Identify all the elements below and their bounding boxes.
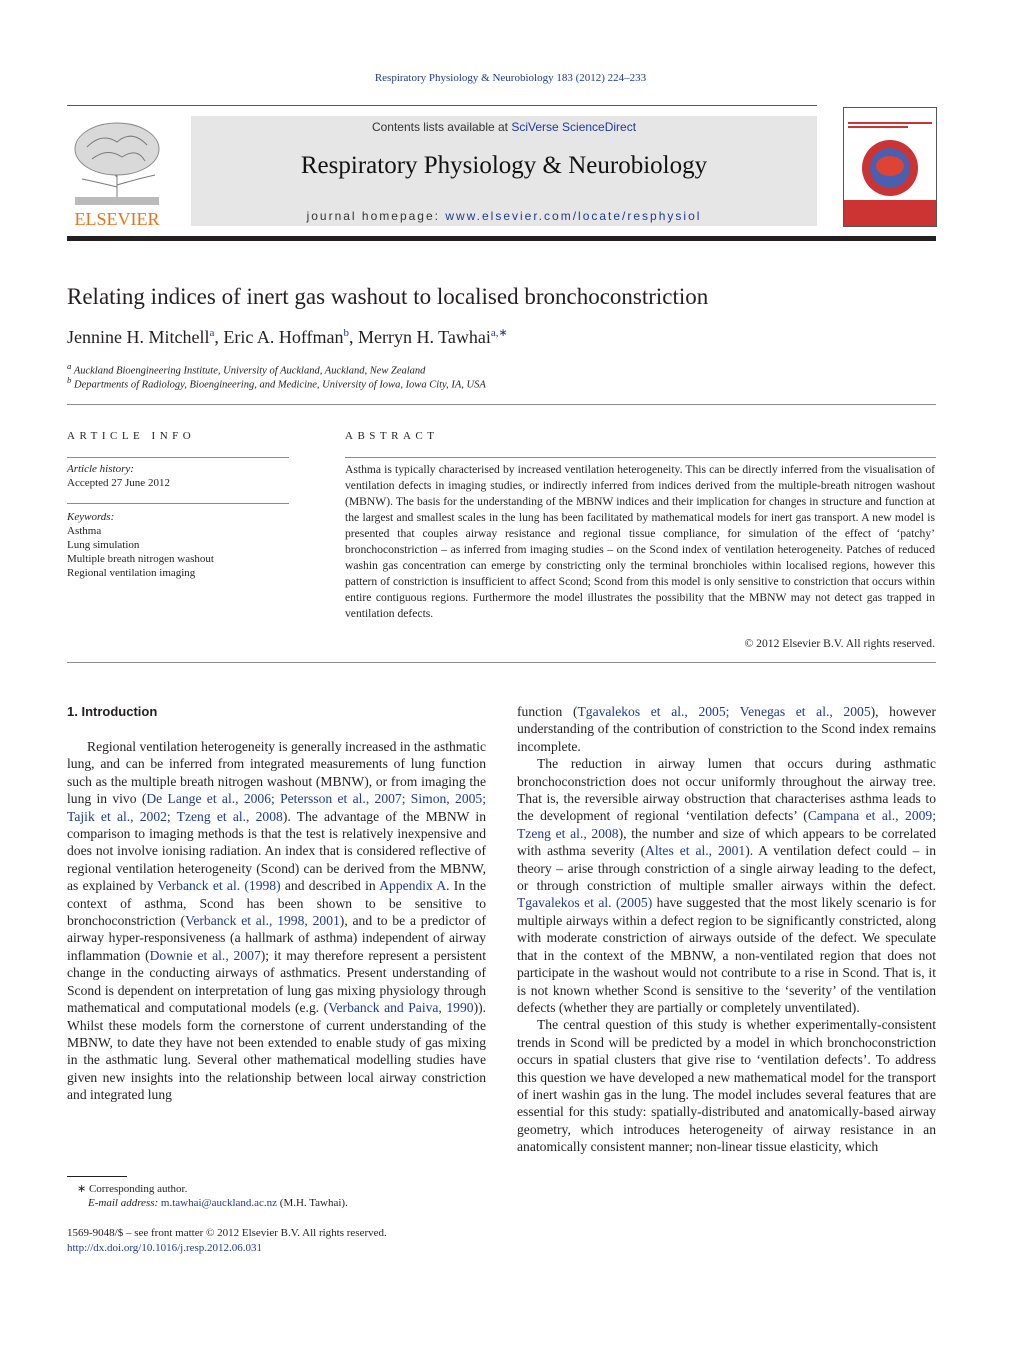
- keyword: Multiple breath nitrogen washout: [67, 553, 214, 565]
- abstract-copyright: © 2012 Elsevier B.V. All rights reserved.: [744, 637, 935, 650]
- divider: [67, 404, 936, 405]
- homepage-prefix: journal homepage:: [306, 209, 446, 223]
- email-label: E-mail address:: [88, 1197, 161, 1209]
- elsevier-tree-icon: [67, 117, 167, 229]
- journal-banner: [191, 116, 817, 226]
- author-affil-marker[interactable]: a,∗: [490, 327, 508, 339]
- history-label: Article history:: [67, 463, 134, 475]
- body-paragraph: Regional ventilation heterogeneity is generally increased in the asthmatic lung, and can be inferred from integrated measurements of lung function such as the multiple breath nitrogen washout (MBNW), or from imaging the lung in vivo (De Lange et al., 2006; Petersson et al., 2007; Simon, 2005; Tajik et al., 2002; Tzeng et al., 2008). The advantage of the MBNW in comparison to imaging methods is that the test is relatively inexpensive and does not involve ionising radiation. An index that is considered reflective of regional ventilation heterogeneity (Scond) can be derived from the MBNW, as explained by Verbanck et al. (1998) and described in Appendix A. In the context of asthma, Scond has been shown to be sensitive to bronchoconstriction (Verbanck et al., 1998, 2001), and to be a predictor of airway hyper-responsiveness (a hallmark of asthma) independent of airway inflammation (Downie et al., 2007); it may therefore represent a persistent change in the conducting airways of asthmatics. Present understanding of Scond is dependent on interpretation of lung gas mixing physiology through mathematical and computational models (e.g. (Verbanck and Paiva, 1990)). Whilst these models form the cornerstone of current understanding of the MBNW, to date they have not been extended to enable study of gas mixing in the asthmatic lung. Several other mathematical modelling studies have given new insights into the relationship between local airway constriction and integrated lung: [67, 739, 487, 1103]
- section-heading-introduction: 1. Introduction: [67, 704, 158, 719]
- reference-link[interactable]: Tgavalekos et al., 2005; Venegas et al., 2005: [577, 704, 871, 719]
- reference-link[interactable]: Campana et al., 2009; Tzeng et al., 2008: [517, 808, 936, 841]
- author-affil-marker[interactable]: a: [209, 327, 215, 339]
- abstract-text: Asthma is typically characterised by increased ventilation heterogeneity. This can be directly inferred from the visualisation of ventilation defects in imaging studies, or indirectly inferred from indices derived from the multiple-breath nitrogen washout (MBNW). The basis for the understanding of the MBNW indices and their implication for changes in structure and function at the largest and smallest scales in the lung has been facilitated by mathematical models for inert gas transport. A new model is presented that couples airway resistance and regional tissue compliance, for simulation of the effect of ‘patchy’ bronchoconstriction – as inferred from imaging studies – on the Scond index of ventilation heterogeneity. Patches of reduced washin gas concentration can emerge by constricting only the terminal bronchioles within localised regions, however this pattern of constriction is insufficient to affect Scond; Scond from this model is only sensitive to constriction that occurs within entire contiguous regions. Furthermore the model illustrates the possibility that the MBNW may not detect gas trapped in ventilation defects.: [345, 463, 935, 620]
- affiliation-text: Auckland Bioengineering Institute, University of Auckland, Auckland, New Zealand: [73, 365, 426, 377]
- article-info-heading: ARTICLE INFO: [67, 430, 196, 442]
- divider: [67, 457, 289, 458]
- homepage-line: [191, 209, 817, 223]
- reference-link[interactable]: Tgavalekos et al. (2005): [517, 895, 653, 911]
- author-list: Jennine H. Mitchell$^a$, Eric A. Hoffman$^b$, Merryn H. Tawhai$^{a,∗}$: [67, 327, 508, 347]
- doi-link[interactable]: http://dx.doi.org/10.1016/j.resp.2012.06.031: [67, 1242, 263, 1254]
- keyword: Asthma: [67, 525, 102, 537]
- reference-link[interactable]: Verbanck et al. (1998): [157, 878, 281, 894]
- body-paragraph: The reduction in airway lumen that occurs during asthmatic bronchoconstriction does not occur uniformly throughout the airway tree. That is, the reversible airway obstruction that characterises asthma leads to the development of regional ‘ventilation defects’ (Campana et al., 2009; Tzeng et al., 2008), the number and size of which appears to be correlated with asthma severity (Altes et al., 2001). A ventilation defect could – in theory – arise through constriction of a single airway leading to the defect, or through constriction of multiple smaller airways within the defect. Tgavalekos et al. (2005) have suggested that the most likely scenario is for multiple airways within a defect region to be significantly constricted, along with moderate constriction of airways outside of the defect. We speculate that in the context of the MBNW, a non-ventilated region that does not participate in the washout would not contribute to a rise in Scond. That is, it is not known whether Scond is sensitive to the ‘severity’ of the ventilation defects (whether they are partially or completely unventilated).: [517, 756, 937, 1015]
- article-history: [67, 462, 289, 490]
- footnote-rule: [67, 1176, 127, 1177]
- reference-link[interactable]: Altes et al., 2001: [645, 843, 746, 859]
- author-name[interactable]: Eric A. Hoffman: [223, 327, 344, 347]
- elsevier-logo: [67, 117, 167, 229]
- accepted-date: Accepted 27 June 2012: [67, 477, 170, 489]
- divider: [67, 662, 936, 663]
- keywords-label: Keywords:: [67, 511, 115, 523]
- affiliation-marker: a: [67, 361, 72, 371]
- reference-link[interactable]: Appendix A: [379, 878, 447, 894]
- reference-link[interactable]: Verbanck et al., 1998, 2001: [185, 913, 340, 929]
- issn-line: 1569-9048/$ – see front matter © 2012 Elsevier B.V. All rights reserved.: [67, 1227, 387, 1239]
- body-paragraph: function (Tgavalekos et al., 2005; Venegas et al., 2005), however understanding of the contribution of constriction to the Scond index remains incomplete.: [517, 704, 936, 754]
- body-column-left: [67, 738, 486, 1104]
- header-thick-rule: [67, 236, 936, 241]
- journal-title: Respiratory Physiology & Neurobiology: [300, 152, 708, 179]
- journal-citation[interactable]: Respiratory Physiology & Neurobiology 183 (2012) 224–233: [374, 72, 647, 84]
- body-column-right: [517, 703, 936, 1156]
- keyword: Regional ventilation imaging: [67, 567, 196, 579]
- svg-text:ELSEVIER: ELSEVIER: [74, 209, 160, 229]
- affiliation-marker: b: [67, 375, 72, 385]
- header-rule: [67, 105, 817, 106]
- author-name[interactable]: Merryn H. Tawhai: [358, 327, 491, 347]
- divider: [67, 503, 289, 504]
- abstract-heading: ABSTRACT: [345, 430, 439, 442]
- journal-cover-image: [844, 108, 936, 226]
- sciencedirect-link[interactable]: SciVerse ScienceDirect: [511, 120, 637, 134]
- contents-line: [191, 120, 817, 134]
- corresponding-author-note: ∗ Corresponding author.: [77, 1183, 188, 1195]
- homepage-link[interactable]: www.elsevier.com/locate/resphysiol: [445, 209, 702, 223]
- email-suffix: (M.H. Tawhai).: [277, 1197, 348, 1209]
- keywords-block: [67, 510, 289, 580]
- reference-link[interactable]: Downie et al., 2007: [149, 947, 261, 963]
- author-name[interactable]: Jennine H. Mitchell: [67, 327, 210, 347]
- contents-prefix: Contents lists available at: [371, 120, 512, 134]
- affiliation-text: Departments of Radiology, Bioengineering, and Medicine, University of Iowa, Iowa City, IA, USA: [74, 379, 486, 391]
- article-title: Relating indices of inert gas washout to localised bronchoconstriction: [67, 284, 709, 309]
- body-paragraph: The central question of this study is whether experimentally-consistent trends in Scond will be predicted by a model in which bronchoconstriction occurs in spatial clusters that give rise to ‘ventilation defects’. To address this question we have developed a new mathematical model for the transport of inert washin gas in the lung. The model includes several features that are essential for this study: spatially-distributed and anatomically-based airway geometry, which introduces heterogeneity of airway resistance in an anatomically consistent manner; non-linear tissue elasticity, which: [517, 1017, 936, 1155]
- affiliation: [67, 375, 486, 391]
- author-affil-marker[interactable]: b: [343, 327, 350, 339]
- email-note: [88, 1196, 348, 1210]
- reference-link[interactable]: Verbanck and Paiva, 1990: [328, 1000, 474, 1016]
- journal-cover-thumbnail: [843, 107, 937, 227]
- keyword: Lung simulation: [67, 539, 140, 551]
- reference-link[interactable]: De Lange et al., 2006; Petersson et al., 2007; Simon, 2005; Tajik et al., 2002; Tzeng et al., 2008: [67, 791, 486, 824]
- email-link[interactable]: m.tawhai@auckland.ac.nz: [160, 1197, 278, 1209]
- divider: [345, 457, 936, 458]
